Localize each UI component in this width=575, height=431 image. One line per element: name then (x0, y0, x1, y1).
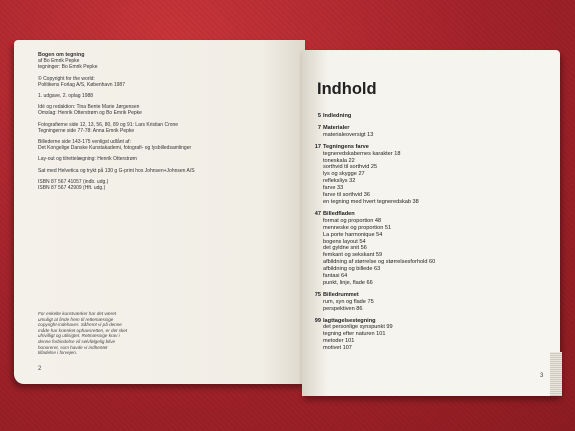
toc-entry: format og proportion 48 (323, 217, 382, 224)
toc-entry: motivet 107 (323, 345, 352, 352)
colophon-line: Fotografierne side 12, 13, 56, 80, 89 og 91: Lars Kristian Crone (38, 121, 179, 128)
toc-entry: fantasi 64 (323, 273, 348, 280)
toc-entry: refleksliys 32 (323, 178, 356, 185)
toc-section-page: 47 (314, 210, 321, 217)
notice-line: copyright-indehaver. Såfremt vi på denne (38, 322, 122, 328)
toc-entry: farve 33 (323, 185, 344, 192)
colophon-line: tegninger: Bo Emrik Pepke (38, 64, 98, 71)
colophon-block (38, 168, 288, 174)
toc-section (311, 144, 541, 206)
colophon-line: Sat med Helvetica og trykt på 130 g G-print hos Johnsen+Johnsen A/S (38, 167, 195, 174)
colophon-line: ISBN 87 567 41057 (indb. udg.) (38, 178, 109, 185)
colophon-block (38, 93, 288, 99)
toc-section-page: 75 (314, 291, 321, 298)
toc-entry: toneskala 22 (323, 157, 355, 164)
colophon-line: © Copyright for the world: (38, 75, 95, 82)
toc-entry: bogens layout 54 (323, 238, 366, 245)
toc-entry: tegning efter naturen 101 (323, 331, 386, 338)
notice-line: ufrivilligt og utilsigtet. Retmæssige krav i (38, 333, 120, 339)
colophon-block (38, 139, 288, 151)
colophon-line: Omslag: Henrik Otterstrøm og Bo Emrik Pepke (38, 110, 142, 117)
colophon-line: ISBN 87 567 42909 (Hft. udg.) (38, 185, 106, 192)
colophon-line: 1. udgave, 2. oplag 1988 (38, 93, 94, 100)
toc-entry: menneske og proportion 51 (323, 224, 392, 231)
colophon-block (38, 156, 288, 162)
colophon-line: Politikens Forlag A/S, København 1987 (38, 81, 125, 88)
toc-section-title: Iagttagelsestegning (323, 317, 376, 324)
toc-section (311, 292, 541, 313)
toc-entry: perspektiven 86 (323, 305, 363, 312)
toc-entry: sorthvid til sorthvid 25 (323, 164, 378, 171)
notice-line: denne forbindelse vil selvfølgelig blive (38, 338, 116, 344)
notice-line: honoreret, som havde vi indhentet (38, 344, 108, 350)
toc-entry: afbildning og billede 63 (323, 266, 381, 273)
toc-entry: punkt, linje, flade 66 (323, 279, 373, 286)
notice-line: umuligt at finde frem til rettemæssige (38, 316, 114, 322)
table-of-contents (311, 113, 541, 357)
colophon-block (38, 179, 288, 191)
page-edges (550, 352, 562, 396)
toc-section-page: 7 (317, 124, 321, 131)
colophon-line: af Bo Emrik Pepke (38, 58, 80, 65)
colophon-line: Tegningerne side 77-78: Anna Emrik Pepke (38, 127, 135, 134)
colophon-line: Billederne side 143-175 venligst udlånt af: (38, 139, 131, 146)
toc-entry: La porte harmonique 54 (323, 231, 383, 238)
toc-section-title: Indledning (323, 113, 352, 119)
colophon-line: Bogen om tegning (38, 52, 85, 58)
colophon-block (38, 104, 288, 116)
colophon-line: Idé og redaktion: Tina Bente Marie Jørgensen (38, 104, 140, 111)
contents-heading: Indhold (317, 80, 377, 98)
toc-section-title: Billedrummet (323, 291, 359, 298)
toc-entry: en tegning med hvert tegneredskab 38 (323, 198, 419, 205)
copyright-notice (38, 311, 128, 356)
toc-entry: farve til sorthvid 36 (323, 192, 370, 199)
toc-entry: det gyldne snit 56 (323, 245, 367, 252)
notice-line: tilladelse i forvejen. (38, 350, 78, 356)
page-number-left: 2 (38, 366, 42, 372)
toc-entry: lys og skygge 27 (323, 171, 365, 178)
colophon-block (38, 122, 288, 134)
colophon-line: Lay-out og tilrettelægning: Henrik Otterstrøm (38, 156, 137, 163)
page-number-right: 3 (540, 373, 544, 379)
colophon (38, 52, 288, 196)
toc-section-title: Billedfladen (323, 210, 355, 217)
toc-entry: tegneredskabernes karakter 18 (323, 150, 401, 157)
toc-section (311, 211, 541, 287)
colophon-block (38, 76, 288, 88)
colophon-block (38, 52, 288, 71)
toc-entry: rum, syn og flade 75 (323, 298, 374, 305)
toc-section-page: 5 (317, 113, 321, 119)
toc-section (311, 125, 541, 139)
toc-entry: metoder 101 (323, 338, 355, 345)
toc-section-title: Materialer (323, 124, 350, 131)
toc-entry: det personlige synspunkt 99 (323, 324, 393, 331)
toc-entry: materialeoversigt 13 (323, 131, 374, 138)
notice-line: måde har krænket ophavsretten, er det sket (38, 327, 128, 333)
toc-entry: femkant og sekskant 59 (323, 252, 383, 259)
notice-line: For enkelte kunstværker har det været (38, 311, 117, 316)
toc-section-title: Tegningens farve (323, 143, 369, 150)
toc-section-page: 17 (314, 143, 321, 150)
toc-section (311, 318, 541, 353)
toc-section (311, 113, 541, 120)
colophon-line: Det Kongelige Danske Kunstakademi, fotografi- og lysbilledsamlinger (38, 145, 192, 152)
toc-entry: afbildning af størrelse og størrelsesforhold 60 (323, 259, 436, 266)
toc-section-page: 99 (314, 317, 321, 324)
